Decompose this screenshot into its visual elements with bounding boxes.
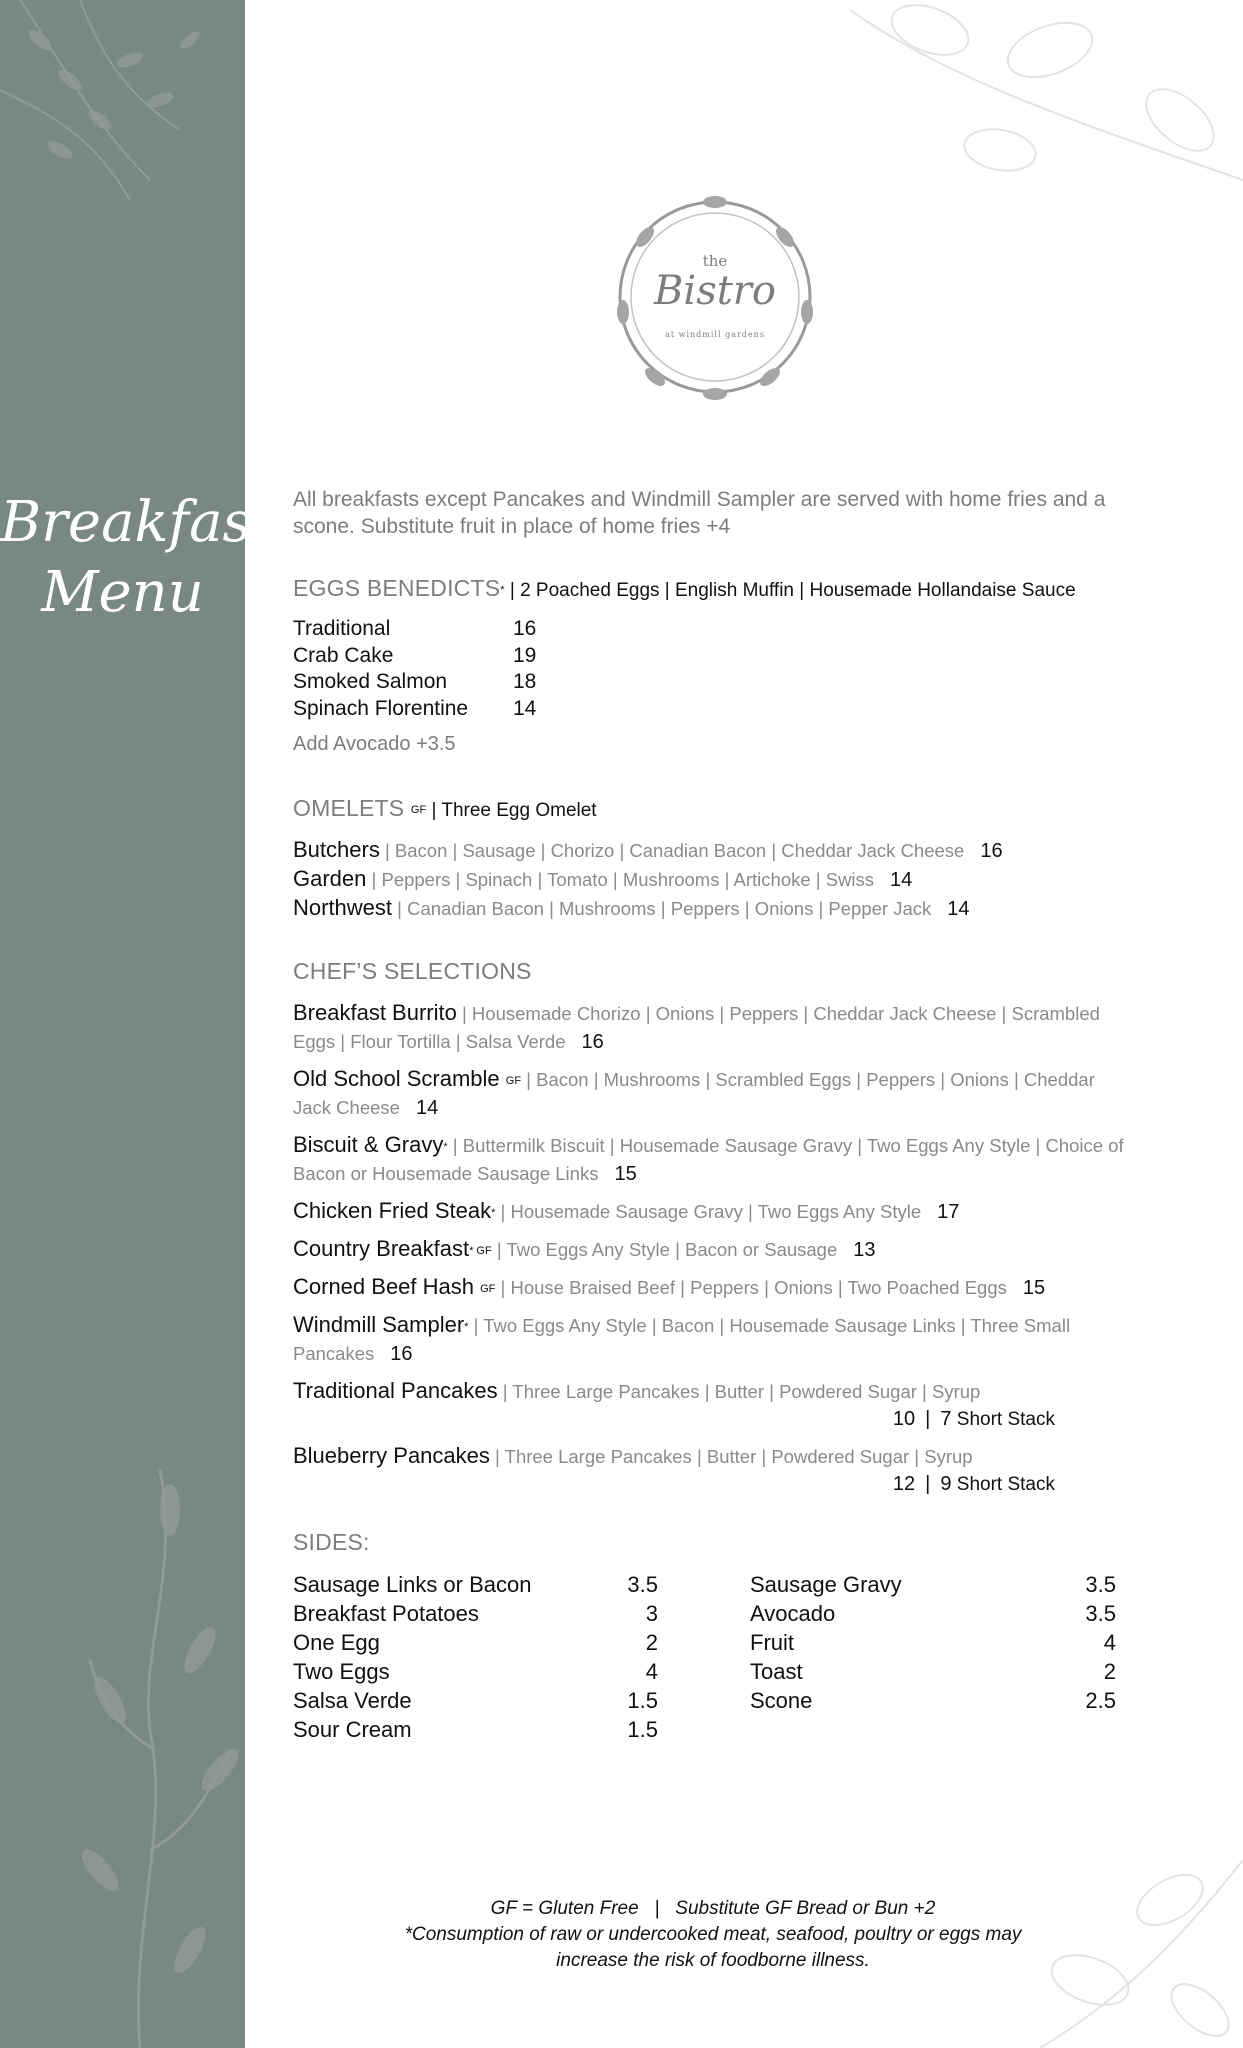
list-item — [750, 1599, 1116, 1628]
list-item — [293, 865, 1133, 894]
item-price: 1.5 — [627, 1717, 658, 1742]
benedicts-title: EGGS BENEDICTS — [293, 575, 501, 601]
item-price: 19 — [513, 643, 537, 667]
omelets-note: | Three Egg Omelet — [426, 800, 597, 821]
sides-right-column — [750, 1570, 1116, 1744]
plant-decoration-icon — [60, 1450, 245, 2048]
short-stack-price: 7 — [940, 1408, 952, 1430]
item-name: Spinach Florentine — [293, 696, 469, 720]
chefs-title: CHEF’S SELECTIONS — [293, 958, 532, 984]
item-price: 16 — [513, 617, 537, 640]
list-item — [293, 1377, 1133, 1433]
item-price: 4 — [1103, 1630, 1116, 1655]
item-name: Salsa Verde — [293, 1688, 412, 1713]
item-price: 15 — [614, 1163, 637, 1185]
item-mark: GF — [480, 1283, 496, 1295]
item-price: 16 — [980, 840, 1003, 862]
item-mark: * — [491, 1207, 496, 1219]
logo-main-text: Bistro — [654, 268, 776, 314]
price-separator: | — [925, 1408, 931, 1430]
item-name: Traditional — [293, 617, 391, 640]
item-price: 17 — [937, 1201, 960, 1223]
gf-mark: GF — [410, 804, 427, 816]
menu-content — [293, 486, 1133, 1744]
list-item — [293, 836, 1133, 865]
sidebar-title-line1: Breakfast — [0, 490, 274, 555]
item-price: 3 — [645, 1601, 658, 1626]
intro-text: All breakfasts except Pancakes and Windmill Sampler are served with home fries and a scone. Substitute fruit in place of home fries +4 — [293, 488, 1106, 538]
item-price: 18 — [513, 670, 537, 693]
chefs-list — [293, 999, 1133, 1498]
short-stack-label: Short Stack — [951, 1474, 1055, 1495]
item-mark: * — [443, 1141, 448, 1153]
item-desc: | Housemade Chorizo | Onions | Peppers | Cheddar Jack Cheese | Scrambled Eggs | Flour Tortilla | Salsa Verde — [293, 1003, 1100, 1052]
list-item — [293, 1442, 1133, 1498]
item-price: 13 — [853, 1239, 876, 1261]
list-item — [750, 1686, 1116, 1715]
footer-warning-line2: increase the risk of foodborne illness. — [556, 1950, 870, 1971]
item-name: Country Breakfast — [293, 1236, 470, 1261]
item-price: 2.5 — [1085, 1688, 1116, 1713]
item-name: Corned Beef Hash — [293, 1274, 481, 1299]
list-item — [293, 1657, 658, 1686]
sidebar-title-line2: Menu — [41, 560, 204, 625]
item-price: 16 — [581, 1031, 604, 1053]
item-price: 16 — [390, 1343, 413, 1365]
list-item — [293, 616, 1133, 643]
item-name: Scone — [750, 1688, 813, 1713]
item-name: Traditional Pancakes — [293, 1378, 498, 1403]
item-desc: | Bacon | Sausage | Chorizo | Canadian Bacon | Cheddar Jack Cheese — [379, 840, 965, 861]
item-name: Windmill Sampler — [293, 1312, 465, 1337]
footer-warning-line1: *Consumption of raw or undercooked meat, seafood, poultry or eggs may — [404, 1924, 1022, 1945]
item-mark: * GF — [469, 1245, 492, 1257]
list-item — [293, 643, 1133, 670]
item-desc: | Peppers | Spinach | Tomato | Mushrooms | Artichoke | Swiss — [366, 869, 875, 890]
list-item — [293, 1065, 1133, 1122]
item-price: 14 — [890, 869, 913, 891]
list-item — [293, 696, 1133, 723]
list-item — [293, 1686, 658, 1715]
item-name: Avocado — [750, 1601, 836, 1626]
item-price: 3.5 — [1085, 1601, 1116, 1626]
pancake-price-row — [293, 1406, 1133, 1433]
sides-header — [293, 1528, 1133, 1560]
item-name: Crab Cake — [293, 643, 394, 667]
benedicts-note: | 2 Poached Eggs | English Muffin | Housemade Hollandaise Sauce — [504, 580, 1076, 601]
item-desc: | Two Eggs Any Style | Bacon or Sausage — [491, 1239, 838, 1260]
leaf-decoration-icon — [0, 0, 245, 300]
price-separator: | — [925, 1473, 931, 1495]
item-mark: GF — [505, 1075, 522, 1087]
list-item — [293, 669, 1133, 696]
short-stack-price: 9 — [940, 1473, 952, 1495]
footer-notes — [293, 1896, 1133, 1974]
list-item — [293, 1599, 658, 1628]
item-price: 10 — [892, 1408, 916, 1430]
list-item — [293, 894, 1133, 923]
item-name: Smoked Salmon — [293, 670, 448, 693]
list-item — [293, 1628, 658, 1657]
omelets-list — [293, 836, 1133, 923]
item-price: 12 — [892, 1473, 916, 1495]
list-item — [293, 1197, 1133, 1226]
item-price: 3.5 — [1085, 1572, 1116, 1597]
footer-gf-note: GF = Gluten Free | Substitute GF Bread or Bun +2 — [490, 1898, 936, 1919]
item-desc: | Two Eggs Any Style | Bacon | Housemade Sausage Links | Three Small Pancakes — [293, 1315, 1071, 1364]
item-price: 2 — [1103, 1659, 1116, 1684]
list-item — [293, 1570, 658, 1599]
item-price: 14 — [415, 1097, 439, 1119]
avocado-addon: Add Avocado +3.5 — [293, 733, 456, 755]
item-price: 3.5 — [627, 1572, 658, 1597]
item-name: Two Eggs — [293, 1659, 390, 1684]
sidebar-title — [0, 488, 274, 628]
item-desc: | House Braised Beef | Peppers | Onions | Two Poached Eggs — [495, 1277, 1007, 1298]
chefs-header — [293, 957, 1133, 989]
item-price: 2 — [645, 1630, 658, 1655]
item-price: 1.5 — [627, 1688, 658, 1713]
item-name: Old School Scramble — [293, 1066, 506, 1091]
list-item — [293, 999, 1133, 1056]
item-price: 14 — [947, 898, 970, 920]
omelets-title: OMELETS — [293, 795, 411, 821]
sides-left-column — [293, 1570, 658, 1744]
logo-tagline: at windmill gardens — [665, 330, 765, 339]
list-item — [293, 1131, 1133, 1188]
list-item — [293, 1715, 658, 1744]
item-desc: | Buttermilk Biscuit | Housemade Sausage Gravy | Two Eggs Any Style | Choice of Bacon or Housemade Sausage Links — [293, 1135, 1124, 1184]
item-name: Fruit — [750, 1630, 794, 1655]
list-item — [293, 1311, 1133, 1368]
item-name: Sausage Gravy — [750, 1572, 902, 1597]
sidebar-panel — [0, 0, 274, 2048]
leaf-decoration-icon — [850, 0, 1243, 240]
list-item — [750, 1657, 1116, 1686]
list-item — [293, 1235, 1133, 1264]
item-name: Northwest — [293, 895, 393, 920]
item-name: Blueberry Pancakes — [293, 1443, 490, 1468]
item-desc: | Housemade Sausage Gravy | Two Eggs Any Style — [495, 1201, 922, 1222]
list-item — [750, 1628, 1116, 1657]
item-name: Biscuit & Gravy — [293, 1132, 444, 1157]
item-name: Garden — [293, 866, 367, 891]
item-price: 15 — [1022, 1277, 1046, 1299]
item-name: One Egg — [293, 1630, 380, 1655]
item-name: Toast — [750, 1659, 803, 1684]
benedicts-list — [293, 616, 1133, 722]
item-name: Chicken Fried Steak — [293, 1198, 492, 1223]
item-name: Sour Cream — [293, 1717, 412, 1742]
item-name: Sausage Links or Bacon — [293, 1572, 532, 1597]
raw-warning-mark: * — [500, 584, 505, 596]
item-price: 4 — [645, 1659, 658, 1684]
sides-title: SIDES: — [293, 1529, 370, 1555]
item-desc: | Three Large Pancakes | Butter | Powdered Sugar | Syrup — [489, 1446, 973, 1467]
item-desc: | Canadian Bacon | Mushrooms | Peppers | Onions | Pepper Jack — [392, 898, 932, 919]
list-item — [750, 1570, 1116, 1599]
item-desc: | Three Large Pancakes | Butter | Powdered Sugar | Syrup — [497, 1381, 981, 1402]
item-name: Breakfast Burrito — [293, 1000, 457, 1025]
item-price: 14 — [513, 696, 537, 720]
item-desc: | Bacon | Mushrooms | Scrambled Eggs | Peppers | Onions | Cheddar Jack Cheese — [293, 1069, 1095, 1118]
short-stack-label: Short Stack — [951, 1409, 1055, 1430]
item-name: Breakfast Potatoes — [293, 1601, 479, 1626]
item-name: Butchers — [293, 837, 380, 862]
benedicts-header — [293, 574, 1133, 606]
logo-small-text: the — [702, 252, 728, 270]
sides-list — [293, 1570, 1133, 1744]
item-mark: * — [464, 1321, 469, 1333]
bistro-logo — [595, 172, 835, 432]
omelets-header — [293, 794, 1133, 826]
list-item — [293, 1273, 1133, 1302]
pancake-price-row — [293, 1471, 1133, 1498]
